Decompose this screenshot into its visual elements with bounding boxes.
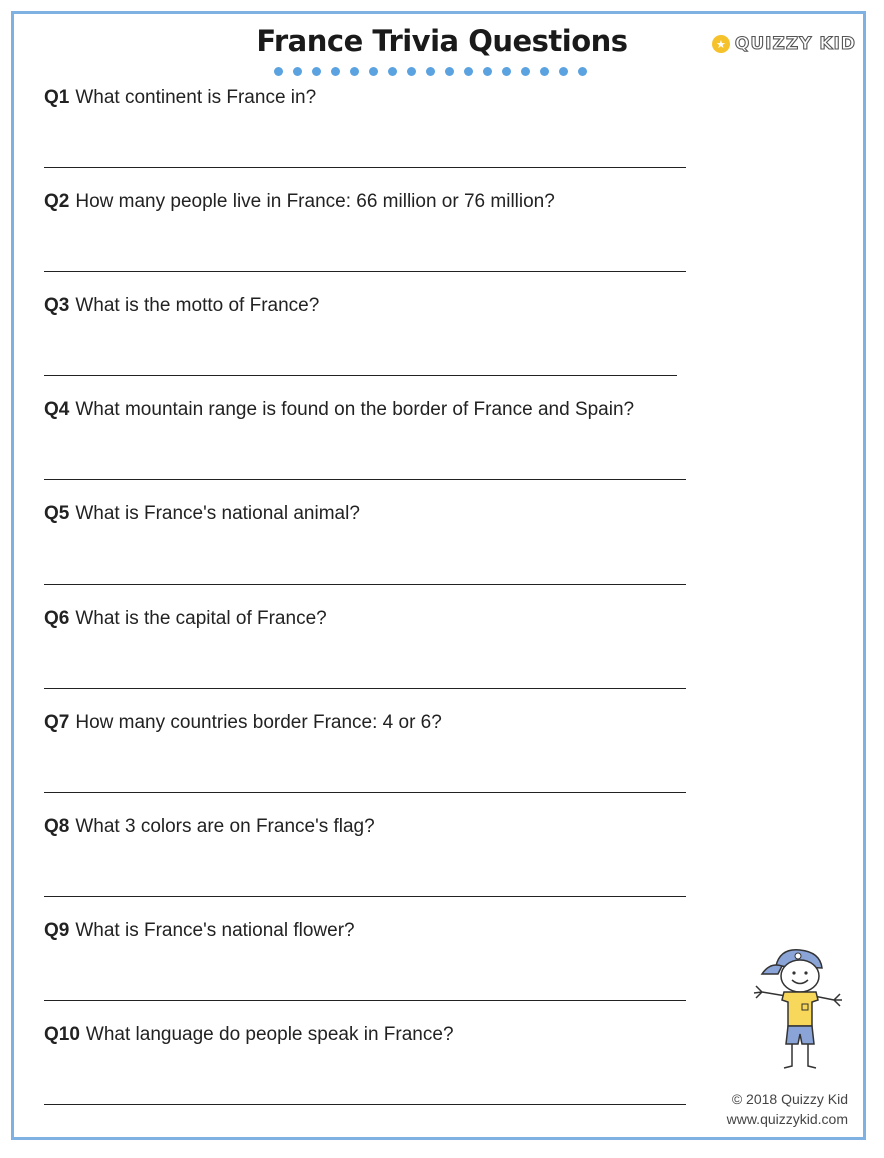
title-underline-dots: [274, 67, 587, 76]
question-text: What is the motto of France?: [75, 295, 320, 316]
kid-illustration: [748, 944, 848, 1074]
question-8: [44, 816, 375, 838]
answer-line-1[interactable]: [44, 167, 686, 168]
question-3: [44, 295, 319, 317]
question-number: Q9: [44, 920, 70, 941]
question-5: [44, 503, 360, 525]
answer-line-4[interactable]: [44, 479, 686, 480]
question-number: Q4: [44, 399, 70, 420]
star-icon: ★: [712, 35, 730, 53]
question-number: Q7: [44, 712, 70, 733]
question-text: What mountain range is found on the border of France and Spain?: [75, 399, 635, 420]
question-4: [44, 399, 634, 421]
question-text: What is France's national flower?: [75, 920, 355, 941]
question-text: What continent is France in?: [75, 87, 317, 108]
answer-line-6[interactable]: [44, 688, 686, 689]
question-number: Q6: [44, 608, 70, 629]
question-text: What language do people speak in France?: [85, 1024, 454, 1045]
quizzy-kid-logo: [712, 34, 856, 54]
question-6: [44, 608, 327, 630]
answer-line-9[interactable]: [44, 1000, 686, 1001]
question-number: Q8: [44, 816, 70, 837]
logo-text: QUIZZY KID: [734, 34, 856, 54]
question-10: [44, 1024, 454, 1046]
question-number: Q3: [44, 295, 70, 316]
question-text: What is France's national animal?: [75, 503, 360, 524]
question-2: [44, 191, 555, 213]
answer-line-10[interactable]: [44, 1104, 686, 1105]
answer-line-8[interactable]: [44, 896, 686, 897]
question-text: How many countries border France: 4 or 6?: [75, 712, 442, 733]
question-number: Q1: [44, 87, 70, 108]
page-title: France Trivia Questions: [256, 24, 628, 58]
copyright-text: © 2018 Quizzy Kid: [731, 1091, 848, 1107]
question-text: How many people live in France: 66 million or 76 million?: [75, 191, 555, 212]
website-url[interactable]: www.quizzykid.com: [726, 1111, 848, 1127]
answer-line-5[interactable]: [44, 584, 686, 585]
question-number: Q2: [44, 191, 70, 212]
question-text: What 3 colors are on France's flag?: [75, 816, 375, 837]
answer-line-2[interactable]: [44, 271, 686, 272]
question-7: [44, 712, 442, 734]
question-number: Q5: [44, 503, 70, 524]
answer-line-3[interactable]: [44, 375, 677, 376]
question-9: [44, 920, 355, 942]
worksheet-border: [11, 11, 866, 1140]
question-1: [44, 87, 316, 109]
question-number: Q10: [44, 1024, 80, 1045]
question-text: What is the capital of France?: [75, 608, 327, 629]
answer-line-7[interactable]: [44, 792, 686, 793]
